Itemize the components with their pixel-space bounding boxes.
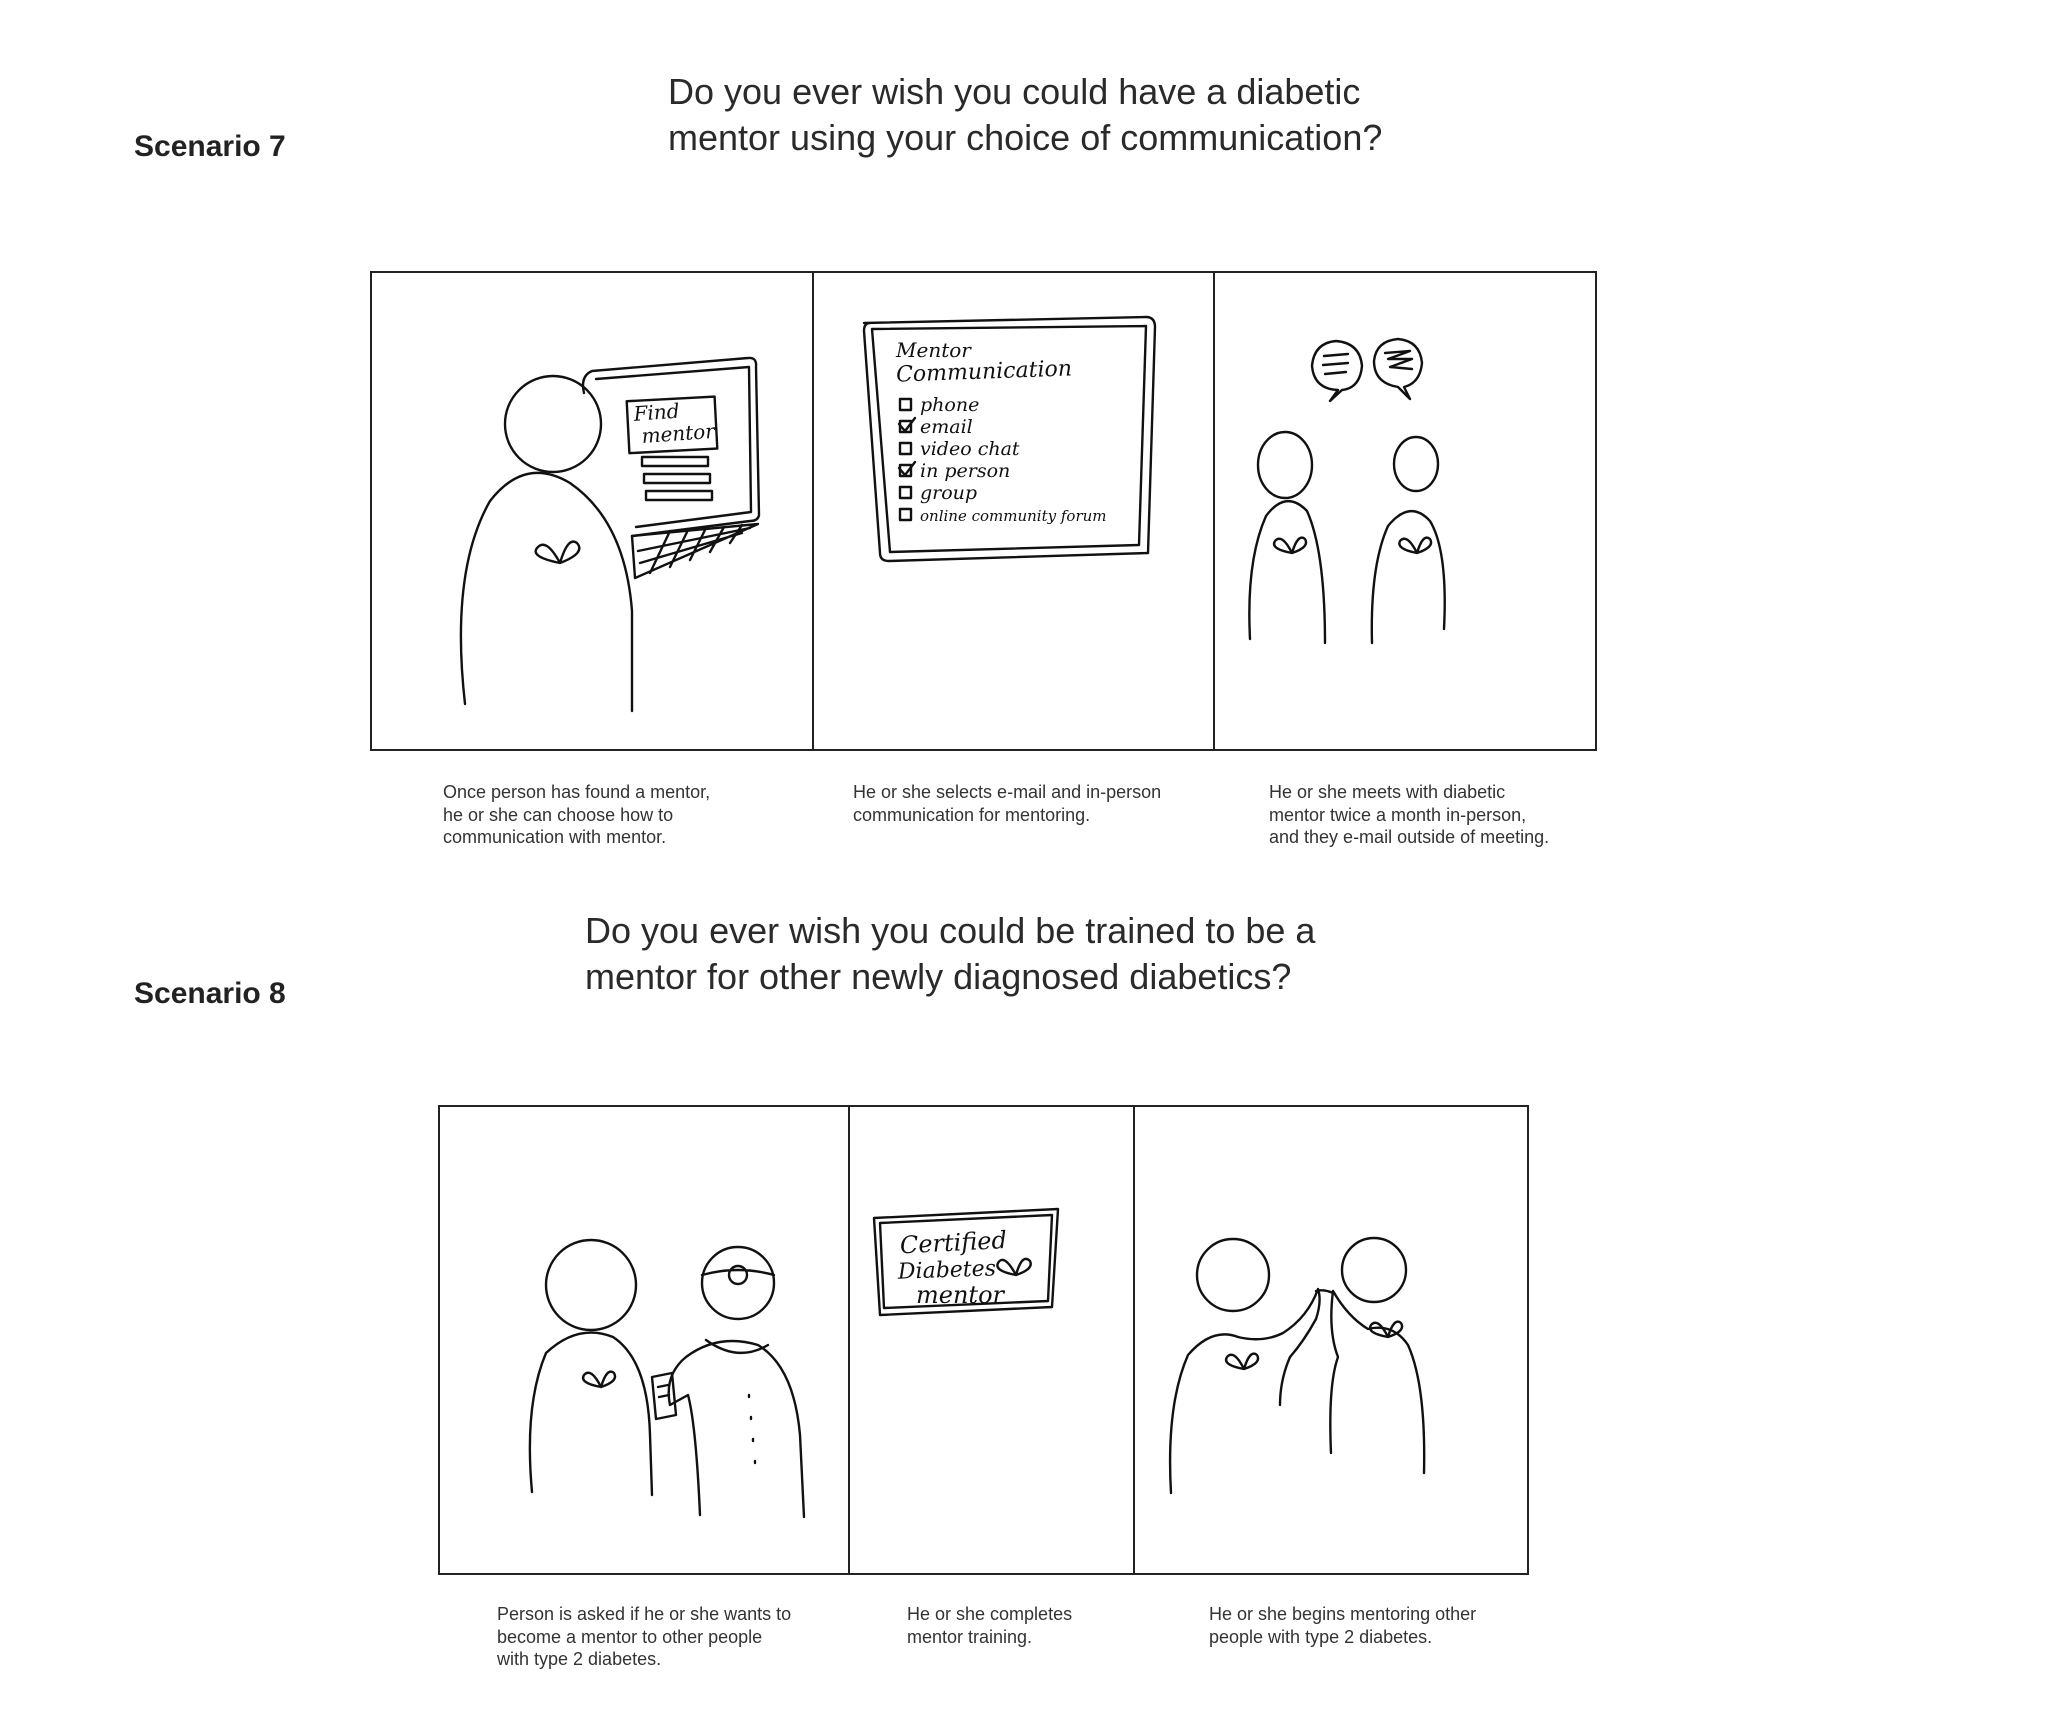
option-row [900,507,1107,525]
laptop-screen [583,358,759,536]
checkbox-icon [900,509,911,520]
option-label: video chat [920,438,1020,460]
question-line: Do you ever wish you could have a diabetic [668,71,1361,112]
paper-icon [652,1373,676,1419]
person-head [546,1240,636,1330]
person-head [505,376,601,472]
scenario-7-label: Scenario 7 [134,130,286,163]
person-body [530,1333,652,1495]
panel-7-3-caption [1269,781,1549,849]
screen-title: Communication [895,356,1073,388]
person-body [1372,511,1445,643]
option-label: group [920,482,978,504]
caption-line: He or she meets with diabetic [1269,782,1506,802]
doctor-body [669,1341,804,1517]
caption-line: people with type 2 diabetes. [1209,1626,1433,1647]
panel-8-2-drawing [874,1209,1058,1315]
heart-icon [1399,538,1431,553]
certificate-text: mentor [916,1281,1004,1309]
option-label: email [920,416,973,438]
checkbox-icon [900,487,911,498]
option-label: online community forum [920,507,1107,525]
certificate-text: Diabetes [897,1256,997,1285]
caption-line: mentor training. [907,1626,1033,1647]
panel-7-3-drawing [1249,339,1444,643]
storyboard-frame [439,1106,1528,1574]
laptop-keyboard [632,524,758,578]
caption-line: become a mentor to other people [497,1626,763,1647]
heart-icon [1274,538,1306,553]
heart-icon [583,1372,615,1387]
speech-bubble-lines [1385,351,1412,369]
caption-line: Person is asked if he or she wants to [497,1604,792,1624]
caption-line: with type 2 diabetes. [497,1649,662,1669]
scenario-8-storyboard [438,1105,1530,1577]
option-label: in person [920,460,1011,482]
scenario-8-label: Scenario 8 [134,977,286,1010]
scenario-7-question [668,69,1382,161]
scenario-7-storyboard [370,271,1598,753]
screen-field [646,491,712,500]
screen-text: Find [632,398,681,426]
screen-title: Mentor [896,338,971,362]
caption-line: and they e-mail outside of meeting. [1269,827,1550,847]
certificate-text: Certified [899,1225,1008,1260]
coat-buttons [749,1395,755,1463]
person-body [1170,1289,1320,1493]
screen-field [642,457,708,466]
person-head [1258,432,1312,498]
person-head [1394,437,1438,491]
screen-text: mentor [640,418,716,448]
person-head [1342,1238,1406,1302]
heart-icon [536,542,580,563]
screen-field [644,474,710,483]
option-row [900,438,1020,460]
person-head [1197,1239,1269,1311]
speech-bubble-icon [1374,339,1422,399]
person-body [1249,501,1325,643]
panel-8-3-caption [1209,1603,1476,1648]
caption-line: He or she completes [907,1604,1073,1624]
question-line: mentor for other newly diagnosed diabetics? [585,956,1292,997]
scenario-8-question [585,908,1315,1000]
checkbox-icon [900,443,911,454]
heart-icon [997,1259,1030,1275]
panel-7-1-drawing [461,358,759,711]
option-row [899,460,1010,482]
option-row [900,482,977,504]
caption-line: He or she selects e-mail and in-person [853,782,1162,802]
question-line: Do you ever wish you could be trained to be a [585,910,1316,951]
caption-line: He or she begins mentoring other [1209,1604,1477,1624]
caption-line: communication for mentoring. [853,804,1091,825]
options-list [899,394,1107,525]
option-label: phone [920,394,980,416]
caption-line: he or she can choose how to [443,804,674,825]
panel-7-2-drawing [864,317,1155,561]
question-line: mentor using your choice of communication? [668,117,1383,158]
heart-icon [1226,1354,1258,1369]
panel-7-1-caption [443,781,710,849]
panel-8-1-caption [497,1603,791,1671]
caption-line: communication with mentor. [443,827,667,847]
checkbox-icon [900,399,911,410]
laptop-screen-inner [596,367,751,527]
person-body [461,473,632,711]
panel-8-1-drawing [530,1240,804,1517]
option-row [900,394,979,416]
panel-8-3-drawing [1170,1238,1424,1493]
panel-7-2-caption [853,781,1161,826]
caption-line: Once person has found a mentor, [443,782,711,802]
speech-bubble-icon [1312,341,1362,401]
panel-8-2-caption [907,1603,1072,1648]
option-row [899,416,973,438]
speech-bubble-lines [1323,354,1348,374]
head-mirror [702,1266,774,1284]
person-body [1330,1291,1424,1473]
caption-line: mentor twice a month in-person, [1269,804,1527,825]
